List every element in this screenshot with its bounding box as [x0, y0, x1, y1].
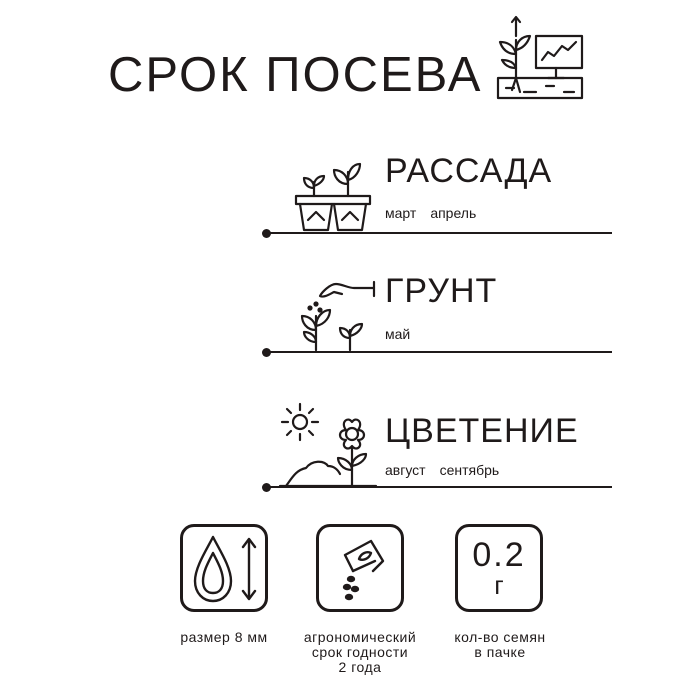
stage-title-seedlings: РАССАДА: [385, 152, 553, 190]
seed-packet-icon: [323, 531, 397, 605]
timeline-line: [266, 486, 612, 488]
badge-caption: [164, 630, 284, 645]
seed-size-badge: [180, 524, 268, 612]
seed-weight-badge: [455, 524, 543, 612]
month-label: май: [385, 326, 411, 342]
seed-weight-value: 0.2: [472, 536, 526, 574]
month-label: март: [385, 205, 417, 221]
badge-caption: [290, 630, 430, 675]
seedling-pots-icon: [294, 160, 372, 232]
stage-months-bloom: [385, 462, 513, 478]
caption-line: размер 8 мм: [180, 629, 268, 645]
seed-packet-badge: [316, 524, 404, 612]
month-label: сентябрь: [439, 462, 500, 478]
timeline-line: [266, 351, 612, 353]
month-label: август: [385, 462, 426, 478]
stage-title-ground: ГРУНТ: [385, 272, 498, 310]
caption-line: в пачке: [474, 644, 526, 660]
seed-size-icon: [187, 531, 261, 605]
month-label: апрель: [430, 205, 477, 221]
caption-line: 2 года: [338, 659, 382, 675]
timeline-line: [266, 232, 612, 234]
badge-caption: [440, 630, 560, 660]
seedling-monitor-icon: [494, 14, 586, 102]
caption-line: кол-во семян: [454, 629, 546, 645]
watering-hand-icon: [298, 278, 376, 352]
sun-flower-icon: [276, 400, 380, 488]
caption-line: срок годности: [311, 644, 409, 660]
stage-months-seedlings: [385, 205, 490, 221]
seed-weight-unit: г: [494, 570, 504, 600]
caption-line: агрономический: [303, 629, 417, 645]
stage-months-ground: [385, 326, 424, 342]
page-title: СРОК ПОСЕВА: [108, 48, 483, 102]
stage-title-bloom: ЦВЕТЕНИЕ: [385, 412, 579, 450]
